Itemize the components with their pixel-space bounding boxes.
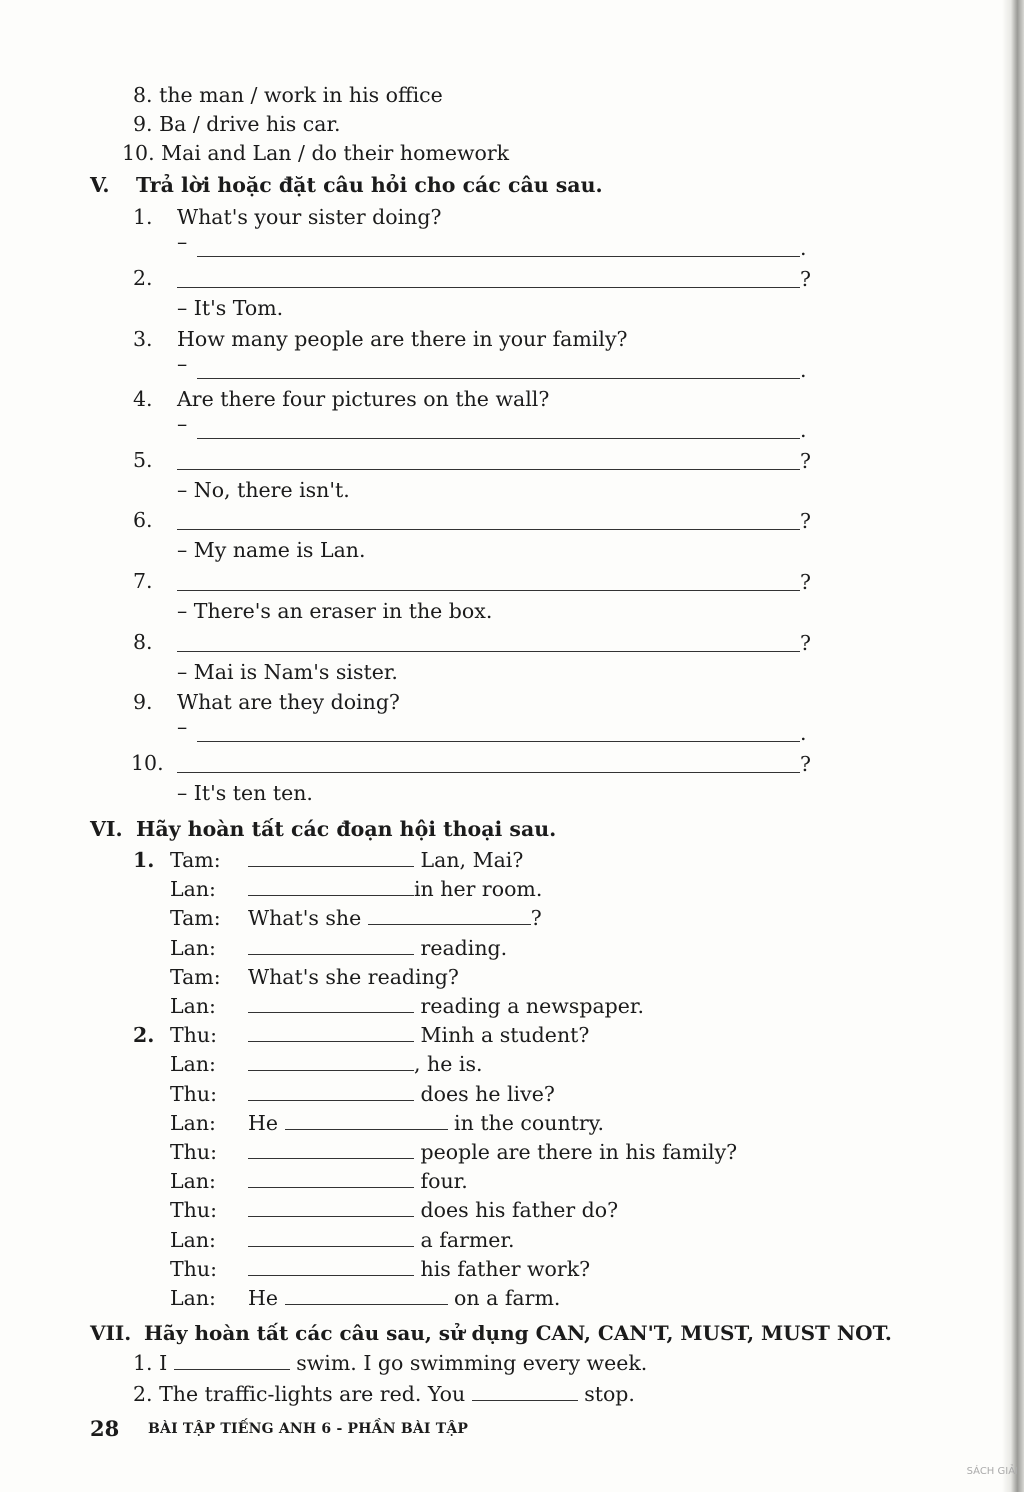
question-line[interactable] [177, 651, 800, 652]
dialogue-text: What's she [248, 906, 368, 931]
dialogue-text: , he is. [414, 1052, 483, 1077]
item-text: stop. [577, 1382, 635, 1406]
speaker-label: Thu: [170, 1140, 217, 1164]
given-answer: – No, there isn't. [177, 478, 350, 502]
dialogue-line [170, 936, 507, 960]
dialogue-line [170, 1111, 604, 1135]
speaker-label: Lan: [170, 1110, 216, 1135]
speaker-label: Tam: [170, 848, 221, 872]
dialogue-text: What's she reading? [248, 964, 459, 989]
section-number: V. [90, 173, 110, 197]
dialogue-text: He [248, 1286, 285, 1310]
section-title: Hãy hoàn tất các đoạn hội thoại sau. [136, 817, 557, 841]
dialogue-text: in the country. [447, 1110, 605, 1135]
exercise-item: 9. Ba / drive his car. [133, 112, 341, 136]
question-line[interactable] [177, 469, 800, 470]
answer-blank[interactable] [472, 1399, 578, 1401]
answer-dash: – [177, 352, 188, 376]
dialogue-line [170, 994, 644, 1018]
dialogue-line [170, 1198, 618, 1222]
speaker-label: Thu: [170, 1256, 217, 1281]
answer-blank[interactable] [248, 894, 414, 896]
speaker-label: Tam: [170, 964, 221, 989]
item-number: 4. [133, 387, 153, 411]
item-number: 1. [133, 205, 153, 229]
book-title: BÀI TẬP TIẾNG ANH 6 - PHẦN BÀI TẬP [148, 1421, 469, 1437]
dialogue-line [170, 965, 459, 989]
question-line[interactable] [177, 590, 800, 591]
dialogue-line [170, 906, 542, 930]
question-text: Are there four pictures on the wall? [177, 387, 550, 411]
answer-dash: – [177, 230, 188, 254]
dialogue-text: Lan, Mai? [414, 848, 524, 872]
exercise-item [133, 1382, 635, 1406]
dialogue-text: four. [414, 1169, 468, 1194]
dialogue-text: does he live? [414, 1081, 555, 1106]
dialogue-line [170, 1140, 737, 1164]
dialogue-text: Minh a student? [414, 1023, 590, 1048]
dialogue-line [170, 1052, 482, 1076]
watermark-logo: SÁCH GIẢI [966, 1466, 1018, 1477]
dialogue-text: a farmer. [414, 1227, 515, 1252]
question-text: How many people are there in your family? [177, 327, 628, 351]
speaker-label: Thu: [170, 1198, 217, 1223]
question-mark: ? [800, 752, 811, 776]
section-title: Hãy hoàn tất các câu sau, sử dụng CAN, CAN'T, MUST, MUST NOT. [144, 1321, 892, 1345]
speaker-label: Tam: [170, 906, 221, 931]
speaker-label: Lan: [170, 1227, 216, 1252]
answer-blank[interactable] [285, 1128, 448, 1130]
dialogue-text: ? [530, 906, 542, 931]
answer-dash: – [177, 412, 188, 436]
speaker-label: Lan: [170, 1169, 216, 1194]
given-answer: – It's Tom. [177, 296, 284, 320]
question-line[interactable] [177, 772, 800, 773]
answer-blank[interactable] [248, 1245, 414, 1247]
answer-blank[interactable] [248, 1011, 414, 1013]
speaker-label: Thu: [170, 1081, 217, 1106]
dialogue-line [133, 848, 524, 872]
dialogue-number: 2. [133, 1023, 155, 1048]
item-text: 2. The traffic-lights are red. You [133, 1382, 472, 1406]
speaker-label: Lan: [170, 935, 216, 960]
item-number: 9. [133, 690, 153, 714]
item-text: 1. I [133, 1351, 174, 1375]
dialogue-line [170, 1169, 468, 1193]
answer-blank[interactable] [248, 1069, 414, 1071]
item-text: swim. I go swimming every week. [289, 1351, 648, 1375]
question-mark: ? [800, 267, 811, 291]
question-line[interactable] [177, 287, 800, 288]
question-mark: ? [800, 570, 811, 594]
speaker-label: Thu: [170, 1023, 217, 1048]
answer-blank[interactable] [248, 1215, 414, 1217]
period-mark: . [800, 418, 807, 442]
section-vi-heading [90, 817, 556, 841]
given-answer: – There's an eraser in the box. [177, 599, 493, 623]
answer-blank[interactable] [248, 1040, 414, 1042]
section-v-heading [90, 173, 603, 197]
answer-line[interactable] [197, 438, 800, 439]
answer-line[interactable] [197, 256, 800, 257]
dialogue-line [170, 1082, 555, 1106]
given-answer: – It's ten ten. [177, 781, 313, 805]
given-answer: – My name is Lan. [177, 538, 366, 562]
answer-blank[interactable] [248, 865, 414, 867]
dialogue-line [170, 1257, 590, 1281]
item-number: 10. [131, 751, 164, 775]
answer-line[interactable] [197, 741, 800, 742]
dialogue-line [170, 1228, 515, 1252]
answer-blank[interactable] [248, 1099, 414, 1101]
page-edge-shadow [1002, 0, 1024, 1492]
period-mark: . [800, 236, 807, 260]
page-number: 28 [90, 1416, 120, 1441]
answer-blank[interactable] [248, 1274, 414, 1276]
question-text: What are they doing? [177, 690, 400, 714]
exercise-item: 10. Mai and Lan / do their homework [122, 141, 510, 165]
answer-blank[interactable] [174, 1368, 290, 1370]
section-number: VII. [90, 1321, 132, 1345]
dialogue-line [170, 1286, 560, 1310]
dialogue-text: reading a newspaper. [414, 994, 644, 1018]
answer-dash: – [177, 715, 188, 739]
answer-line[interactable] [197, 378, 800, 379]
dialogue-text: reading. [414, 935, 508, 960]
section-number: VI. [90, 817, 123, 841]
section-vii-heading [90, 1321, 892, 1345]
exercise-item [133, 1351, 647, 1375]
question-line[interactable] [177, 529, 800, 530]
answer-blank[interactable] [285, 1303, 448, 1305]
given-answer: – Mai is Nam's sister. [177, 660, 398, 684]
period-mark: . [800, 358, 807, 382]
section-title: Trả lời hoặc đặt câu hỏi cho các câu sau. [136, 173, 603, 197]
dialogue-line [170, 877, 542, 901]
speaker-label: Lan: [170, 1052, 216, 1077]
dialogue-text: does his father do? [414, 1198, 619, 1223]
item-number: 6. [133, 508, 153, 532]
dialogue-text: in her room. [414, 877, 543, 902]
question-text: What's your sister doing? [177, 205, 442, 229]
dialogue-line [133, 1023, 590, 1048]
period-mark: . [800, 721, 807, 745]
item-number: 8. [133, 630, 153, 654]
speaker-label: Lan: [170, 877, 216, 902]
question-mark: ? [800, 631, 811, 655]
item-number: 5. [133, 448, 153, 472]
item-number: 7. [133, 569, 153, 593]
dialogue-text: He [248, 1110, 285, 1135]
question-mark: ? [800, 449, 811, 473]
dialogue-text: people are there in his family? [414, 1140, 738, 1164]
answer-blank[interactable] [248, 953, 414, 955]
speaker-label: Lan: [170, 994, 216, 1018]
dialogue-text: on a farm. [447, 1286, 561, 1310]
dialogue-number: 1. [133, 848, 155, 872]
item-number: 2. [133, 266, 153, 290]
answer-blank[interactable] [248, 1157, 414, 1159]
answer-blank[interactable] [368, 923, 531, 925]
item-number: 3. [133, 327, 153, 351]
dialogue-text: his father work? [414, 1256, 591, 1281]
exercise-item: 8. the man / work in his office [133, 83, 443, 107]
speaker-label: Lan: [170, 1286, 216, 1310]
question-mark: ? [800, 509, 811, 533]
answer-blank[interactable] [248, 1186, 414, 1188]
